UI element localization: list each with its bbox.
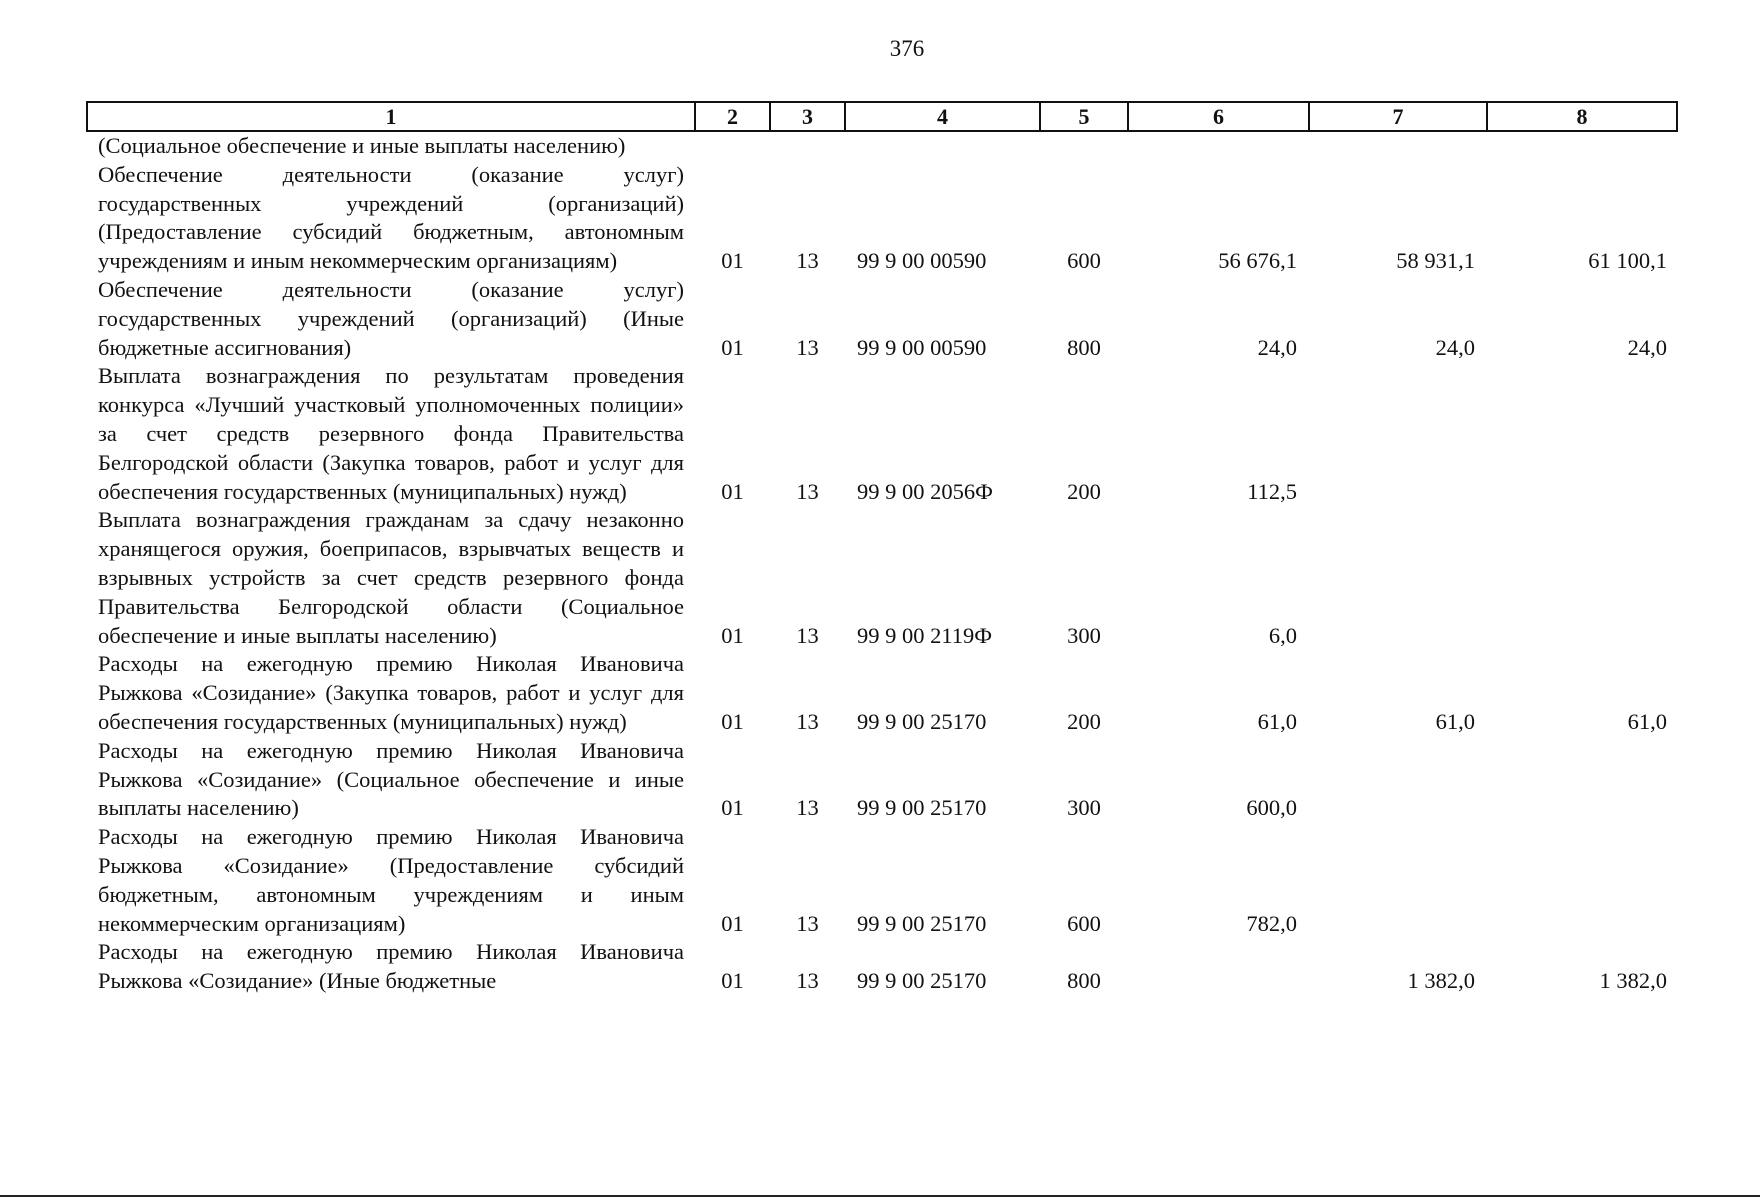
header-col-2: 2 bbox=[695, 102, 770, 131]
row-amount-col7: 58 931,1 bbox=[1396, 248, 1475, 274]
row-amount-col7 bbox=[1309, 362, 1487, 506]
row-amount-col6: 56 676,1 bbox=[1218, 248, 1297, 274]
row-amount-col6: 600,0 bbox=[1246, 795, 1297, 821]
row-target-code: 99 9 00 2056Ф bbox=[857, 478, 993, 504]
header-row bbox=[87, 102, 1677, 131]
table-row bbox=[87, 276, 1677, 362]
row-amount-col6 bbox=[1128, 131, 1309, 161]
header-col-7: 7 bbox=[1309, 102, 1487, 131]
row-description: (Социальное обеспечение и иные выплаты населению) bbox=[98, 133, 626, 158]
row-amount-col8: 61,0 bbox=[1627, 708, 1667, 734]
row-subsection: 13 bbox=[796, 622, 819, 648]
row-amount-col8 bbox=[1487, 737, 1677, 823]
table-row bbox=[87, 131, 1677, 161]
row-target-code: 99 9 00 00590 bbox=[857, 248, 987, 274]
row-amount-col7: 61,0 bbox=[1435, 708, 1475, 734]
row-description: Обеспечение деятельности (оказание услуг) государственных учреждений (организаций) (Предоставление субсидий бюджетным, автономным учреждениям и иным некоммерческим организациям) bbox=[98, 161, 684, 274]
row-expense-type: 600 bbox=[1067, 248, 1101, 274]
row-target-code: 99 9 00 00590 bbox=[857, 334, 987, 360]
row-subsection: 13 bbox=[796, 968, 819, 994]
row-amount-col8 bbox=[1487, 823, 1677, 938]
table-row bbox=[87, 506, 1677, 650]
row-section: 01 bbox=[721, 622, 744, 648]
row-section: 01 bbox=[721, 795, 744, 821]
row-amount-col8 bbox=[1487, 131, 1677, 161]
table-body bbox=[87, 131, 1677, 996]
row-expense-type: 800 bbox=[1067, 968, 1101, 994]
table-row bbox=[87, 362, 1677, 506]
row-target-code bbox=[845, 131, 1040, 161]
row-expense-type: 200 bbox=[1067, 478, 1101, 504]
row-amount-col8 bbox=[1487, 506, 1677, 650]
row-amount-col8: 61 100,1 bbox=[1588, 248, 1667, 274]
row-description: Расходы на ежегодную премию Николая Ивановича Рыжкова «Созидание» (Закупка товаров, работ и услуг для обеспечения государственных (муниципальных) нужд) bbox=[98, 651, 684, 734]
row-expense-type: 200 bbox=[1067, 708, 1101, 734]
row-section: 01 bbox=[721, 248, 744, 274]
row-amount-col6 bbox=[1128, 938, 1309, 996]
row-subsection: 13 bbox=[796, 910, 819, 936]
row-amount-col8 bbox=[1487, 362, 1677, 506]
header-col-1: 1 bbox=[87, 102, 695, 131]
table-row bbox=[87, 823, 1677, 938]
row-amount-col8: 1 382,0 bbox=[1599, 968, 1667, 994]
row-description: Выплата вознаграждения по результатам проведения конкурса «Лучший участковый уполномоченных полиции» за счет средств резервного фонда Правительства Белгородской области (Закупка товаров, работ и услуг для обеспечения государственных (муниципальных) нужд) bbox=[98, 363, 684, 504]
header-col-4: 4 bbox=[845, 102, 1040, 131]
row-description: Выплата вознаграждения гражданам за сдачу незаконно хранящегося оружия, боеприпасов, взрывчатых веществ и взрывных устройств за счет средств резервного фонда Правительства Белгородской области (Социальное обеспечение и иные выплаты населению) bbox=[98, 507, 684, 648]
row-section: 01 bbox=[721, 910, 744, 936]
row-target-code: 99 9 00 25170 bbox=[857, 795, 987, 821]
header-col-3: 3 bbox=[770, 102, 845, 131]
row-expense-type: 300 bbox=[1067, 795, 1101, 821]
row-amount-col7 bbox=[1309, 131, 1487, 161]
row-expense-type: 300 bbox=[1067, 622, 1101, 648]
row-description: Расходы на ежегодную премию Николая Ивановича Рыжкова «Созидание» (Социальное обеспечение и иные выплаты населению) bbox=[98, 737, 684, 821]
row-target-code: 99 9 00 25170 bbox=[857, 910, 987, 936]
page-number: 376 bbox=[889, 36, 925, 61]
table-row bbox=[87, 161, 1677, 276]
table-row bbox=[87, 650, 1677, 736]
row-amount-col6: 61,0 bbox=[1257, 708, 1297, 734]
row-amount-col6: 24,0 bbox=[1257, 334, 1297, 360]
row-target-code: 99 9 00 25170 bbox=[857, 708, 987, 734]
row-amount-col7: 24,0 bbox=[1435, 334, 1475, 360]
row-subsection: 13 bbox=[796, 795, 819, 821]
row-amount-col7: 1 382,0 bbox=[1407, 968, 1475, 994]
row-section: 01 bbox=[721, 334, 744, 360]
header-col-5: 5 bbox=[1040, 102, 1128, 131]
row-subsection: 13 bbox=[796, 478, 819, 504]
header-col-6: 6 bbox=[1128, 102, 1309, 131]
table-header bbox=[87, 102, 1677, 131]
row-amount-col6: 6,0 bbox=[1268, 622, 1297, 648]
row-amount-col7 bbox=[1309, 823, 1487, 938]
row-amount-col7 bbox=[1309, 506, 1487, 650]
row-amount-col7 bbox=[1309, 737, 1487, 823]
row-description: Расходы на ежегодную премию Николая Ивановича Рыжкова «Созидание» (Предоставление субсидий бюджетным, автономным учреждениям и иным некоммерческим организациям) bbox=[98, 824, 684, 936]
row-subsection: 13 bbox=[796, 708, 819, 734]
budget-table bbox=[86, 101, 1678, 996]
row-expense-type bbox=[1040, 131, 1128, 161]
row-description: Обеспечение деятельности (оказание услуг) государственных учреждений (организаций) (Иные бюджетные ассигнования) bbox=[98, 276, 684, 360]
row-amount-col6: 782,0 bbox=[1246, 910, 1297, 936]
header-col-8: 8 bbox=[1487, 102, 1677, 131]
row-section: 01 bbox=[721, 708, 744, 734]
table-row bbox=[87, 938, 1677, 996]
row-target-code: 99 9 00 25170 bbox=[857, 968, 987, 994]
row-subsection: 13 bbox=[796, 248, 819, 274]
row-section: 01 bbox=[721, 968, 744, 994]
row-amount-col8: 24,0 bbox=[1627, 334, 1667, 360]
row-subsection bbox=[770, 131, 845, 161]
row-target-code: 99 9 00 2119Ф bbox=[857, 622, 993, 648]
row-subsection: 13 bbox=[796, 334, 819, 360]
budget-table-container bbox=[86, 101, 1676, 996]
row-description: Расходы на ежегодную премию Николая Ивановича Рыжкова «Созидание» (Иные бюджетные bbox=[98, 939, 684, 994]
page-bottom-edge bbox=[0, 1195, 1760, 1197]
row-section bbox=[695, 131, 770, 161]
row-expense-type: 600 bbox=[1067, 910, 1101, 936]
row-expense-type: 800 bbox=[1067, 334, 1101, 360]
row-section: 01 bbox=[721, 478, 744, 504]
row-amount-col6: 112,5 bbox=[1247, 478, 1297, 504]
table-row bbox=[87, 737, 1677, 823]
